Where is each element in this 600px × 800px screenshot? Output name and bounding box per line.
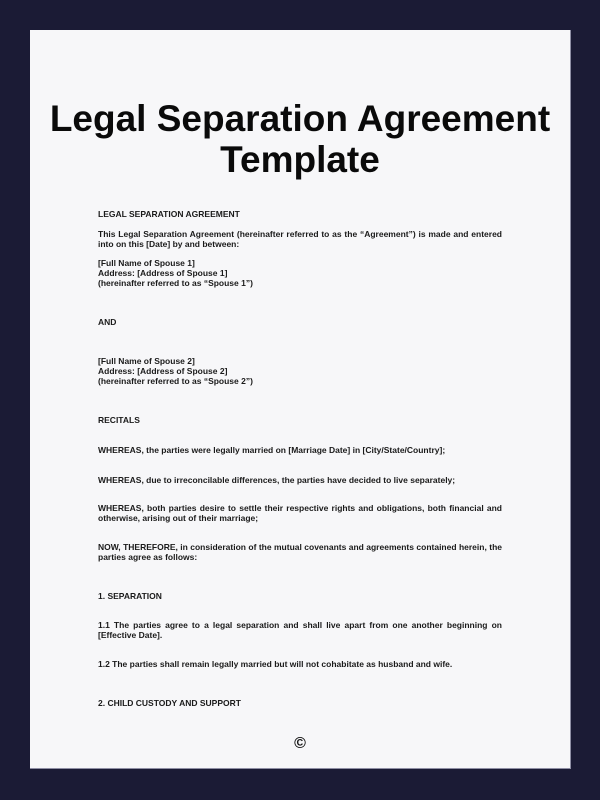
spouse1-block bbox=[98, 258, 502, 288]
document-title-line2: Template bbox=[220, 139, 380, 180]
recitals-heading: RECITALS bbox=[98, 415, 140, 425]
and-label: AND bbox=[98, 317, 117, 327]
document-body bbox=[98, 209, 502, 708]
document-title-line1: Legal Separation Agreement bbox=[49, 98, 551, 139]
whereas-married-paragraph: WHEREAS, the parties were legally married on [Marriage Date] in [City/State/Country]; bbox=[98, 445, 446, 455]
copyright-icon: © bbox=[294, 735, 306, 752]
clause-1-1: 1.1 The parties agree to a legal separation and shall live apart from one another beginning on [Effective Date]. bbox=[98, 620, 502, 640]
spouse1-name: [Full Name of Spouse 1] bbox=[98, 258, 195, 268]
agreement-heading: LEGAL SEPARATION AGREEMENT bbox=[98, 209, 240, 219]
section1-heading: 1. SEPARATION bbox=[98, 591, 162, 601]
spouse2-reference: (hereinafter referred to as “Spouse 2”) bbox=[98, 376, 253, 386]
spouse1-address: Address: [Address of Spouse 1] bbox=[98, 268, 228, 278]
spouse1-reference: (hereinafter referred to as “Spouse 1”) bbox=[98, 278, 253, 288]
whereas-desire-paragraph: WHEREAS, both parties desire to settle their respective rights and obligations, both financial and otherwise, arising out of their marriage; bbox=[98, 503, 502, 523]
clause-1-2: 1.2 The parties shall remain legally married but will not cohabitate as husband and wife. bbox=[98, 659, 453, 669]
document-title bbox=[30, 30, 570, 180]
intro-paragraph: This Legal Separation Agreement (hereinafter referred to as the “Agreement”) is made and entered into on this [Date] by and between: bbox=[98, 229, 502, 249]
section2-heading: 2. CHILD CUSTODY AND SUPPORT bbox=[98, 698, 241, 708]
whereas-differences-paragraph: WHEREAS, due to irreconcilable differences, the parties have decided to live separately; bbox=[98, 475, 456, 485]
spouse2-name: [Full Name of Spouse 2] bbox=[98, 356, 195, 366]
spouse2-block bbox=[98, 356, 502, 386]
spouse2-address: Address: [Address of Spouse 2] bbox=[98, 366, 228, 376]
document-page bbox=[30, 30, 571, 769]
now-therefore-paragraph: NOW, THEREFORE, in consideration of the mutual covenants and agreements contained herein, the parties agree as follows: bbox=[98, 542, 502, 562]
